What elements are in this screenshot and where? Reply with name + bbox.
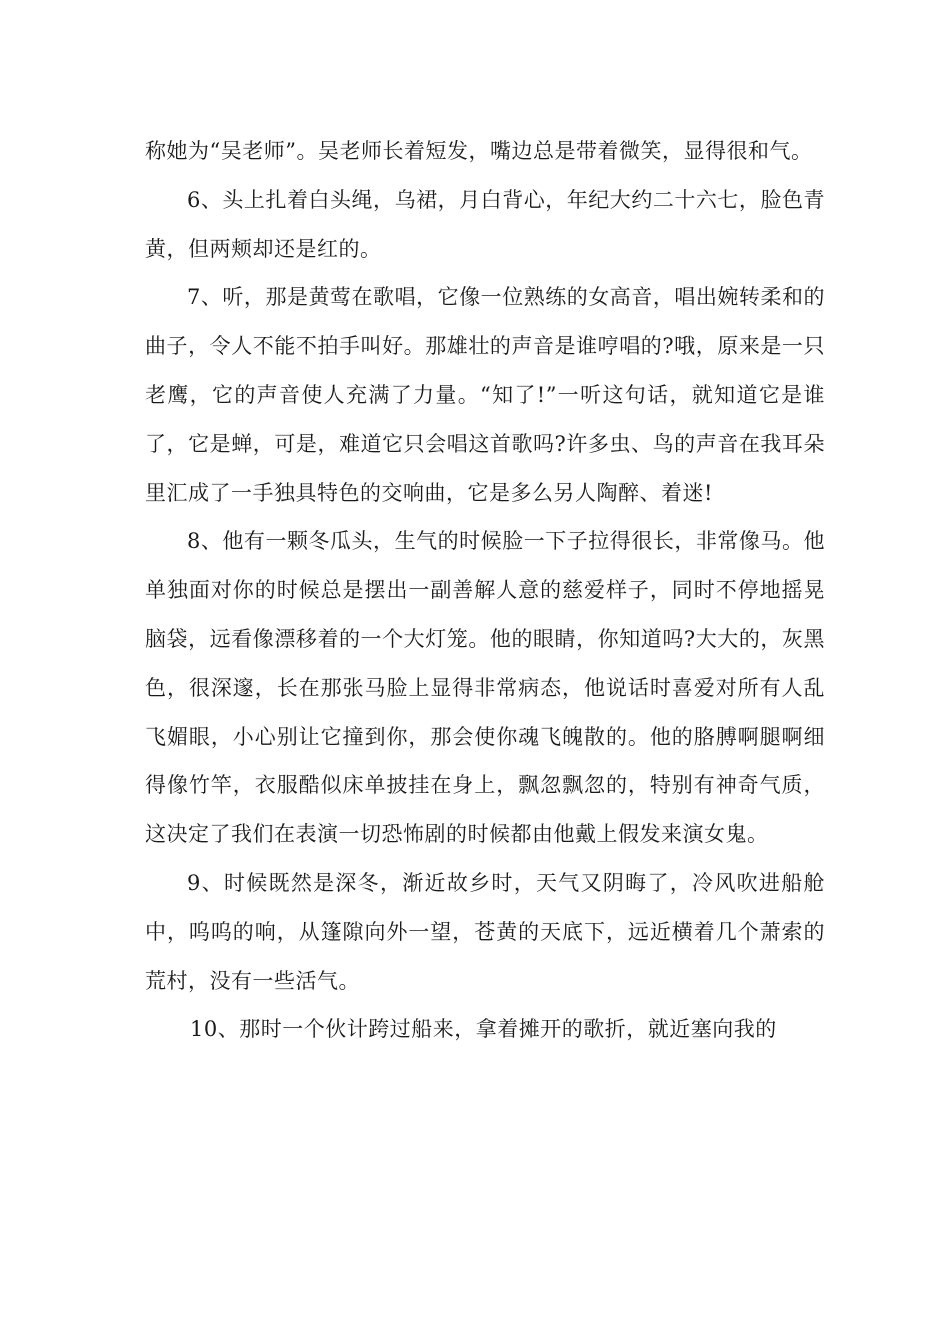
paragraph-6: 6、头上扎着白头绳，乌裙，月白背心，年纪大约二十六七，脸色青黄，但两颊却还是红的。 — [145, 187, 825, 261]
paragraph-continuation: 称她为“吴老师”。吴老师长着短发，嘴边总是带着微笑，显得很和气。 — [145, 139, 813, 163]
paragraph-7: 7、听，那是黄莺在歌唱，它像一位熟练的女高音，唱出婉转柔和的曲子，令人不能不拍手叫好。那雄壮的声音是谁哼唱的?哦，原来是一只老鹰，它的声音使人充满了力量。“知了!”一听这句话，就知道它是谁了，它是蝉，可是，难道它只会唱这首歌吗?许多虫、鸟的声音在我耳朵里汇成了一手独具特色的交响曲，它是多么另人陶醉、着迷! — [145, 285, 825, 505]
paragraph-9: 9、时候既然是深冬，渐近故乡时，天气又阴晦了，冷风吹进船舱中，呜呜的响，从篷隙向外一望，苍黄的天底下，远近横着几个萧索的荒村，没有一些活气。 — [145, 870, 825, 993]
paragraph-8: 8、他有一颗冬瓜头，生气的时候脸一下子拉得很长，非常像马。他单独面对你的时候总是摆出一副善解人意的慈爱样子，同时不停地摇晃脑袋，远看像漂移着的一个大灯笼。他的眼睛，你知道吗?大大的，灰黑色，很深邃，长在那张马脸上显得非常病态，他说话时喜爱对所有人乱飞媚眼，小心别让它撞到你，那会使你魂飞魄散的。他的胳膊啊腿啊细得像竹竿，衣服酷似床单披挂在身上，飘忽飘忽的，特别有神奇气质，这决定了我们在表演一切恐怖剧的时候都由他戴上假发来演女鬼。 — [145, 529, 825, 847]
document-body — [145, 127, 825, 1054]
paragraph-10: 10、那时一个伙计跨过船来，拿着摊开的歌折，就近塞向我的 — [190, 1017, 777, 1042]
